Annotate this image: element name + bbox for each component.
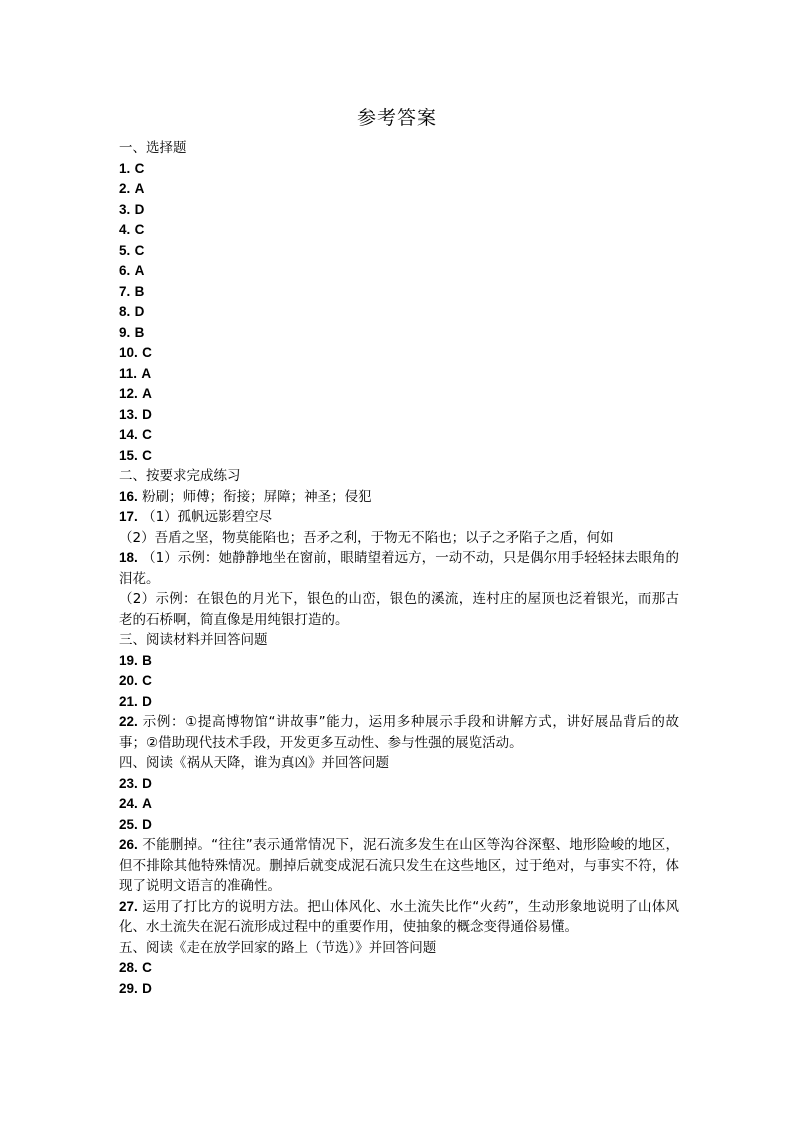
answer-17-part-2: （2）吾盾之坚，物莫能陷也；吾矛之利，于物无不陷也；以子之矛陷子之盾，何如 xyxy=(119,529,614,546)
answer-content xyxy=(119,138,679,999)
answer-18-part-2: （2）示例：在银色的月光下，银色的山峦，银色的溪流，连村庄的屋顶也泛着银光，而那古老的石桥啊，简直像是用纯银打造的。 xyxy=(119,591,679,628)
mc-answer-list-1 xyxy=(119,159,679,467)
answer-item: 24. A xyxy=(119,796,152,811)
answer-item: 2. A xyxy=(119,181,145,196)
answer-item: 21. D xyxy=(119,693,152,709)
section-heading-5: 五、阅读《走在放学回家的路上（节选）》并回答问题 xyxy=(119,939,437,956)
mc-answer-list-2 xyxy=(119,651,679,713)
section-heading-2: 二、按要求完成练习 xyxy=(119,468,241,484)
mc-answer-list-3 xyxy=(119,774,679,836)
answer-18-part-1: 18. （1）示例：她静静地坐在窗前，眼睛望着远方，一动不动，只是偶尔用手轻轻抹去眼角的泪花。 xyxy=(119,550,679,587)
answer-item: 19. B xyxy=(119,652,152,668)
answer-item: 7. B xyxy=(119,283,145,299)
answer-item: 6. A xyxy=(119,263,145,278)
answer-item: 28. C xyxy=(119,960,152,975)
answer-item: 10. C xyxy=(119,345,152,360)
answer-item: 25. D xyxy=(119,816,152,832)
section-heading-3: 三、阅读材料并回答问题 xyxy=(119,632,268,648)
answer-item: 12. A xyxy=(119,386,152,401)
answer-item: 3. D xyxy=(119,201,145,217)
section-heading-4: 四、阅读《祸从天降，谁为真凶》并回答问题 xyxy=(119,755,389,771)
mc-answer-list-4 xyxy=(119,958,679,999)
answer-item: 20. C xyxy=(119,673,152,688)
answer-item: 11. A xyxy=(119,365,152,381)
answer-16: 16. 粉刷；师傅；衔接；屏障；神圣；侵犯 xyxy=(119,488,372,505)
answer-item: 23. D xyxy=(119,775,152,791)
answer-item: 8. D xyxy=(119,304,145,319)
answer-item: 15. C xyxy=(119,447,152,463)
answer-item: 14. C xyxy=(119,427,152,442)
answer-item: 5. C xyxy=(119,242,145,258)
answer-item: 1. C xyxy=(119,160,145,176)
answer-26: 26. 不能删掉。“往往”表示通常情况下，泥石流多发生在山区等沟谷深壑、地形险峻的地区，但不排除其他特殊情况。删掉后就变成泥石流只发生在这些地区，过于绝对，与事实不符，体现了说明文语言的准确性。 xyxy=(119,837,679,894)
answer-item: 4. C xyxy=(119,222,145,237)
answer-item: 9. B xyxy=(119,324,145,340)
section-heading-1: 一、选择题 xyxy=(119,140,187,156)
answer-17-part-1: 17. （1）孤帆远影碧空尽 xyxy=(119,509,273,525)
answer-item: 13. D xyxy=(119,406,152,422)
page-title: 参考答案 xyxy=(356,107,437,129)
answer-27: 27. 运用了打比方的说明方法。把山体风化、水土流失比作“火药”，生动形象地说明了山体风化、水土流失在泥石流形成过程中的重要作用，使抽象的概念变得通俗易懂。 xyxy=(119,898,679,935)
answer-22: 22. 示例：①提高博物馆“讲故事”能力，运用多种展示手段和讲解方式，讲好展品背后的故事；②借助现代技术手段，开发更多互动性、参与性强的展览活动。 xyxy=(119,714,679,751)
answer-item: 29. D xyxy=(119,980,152,996)
